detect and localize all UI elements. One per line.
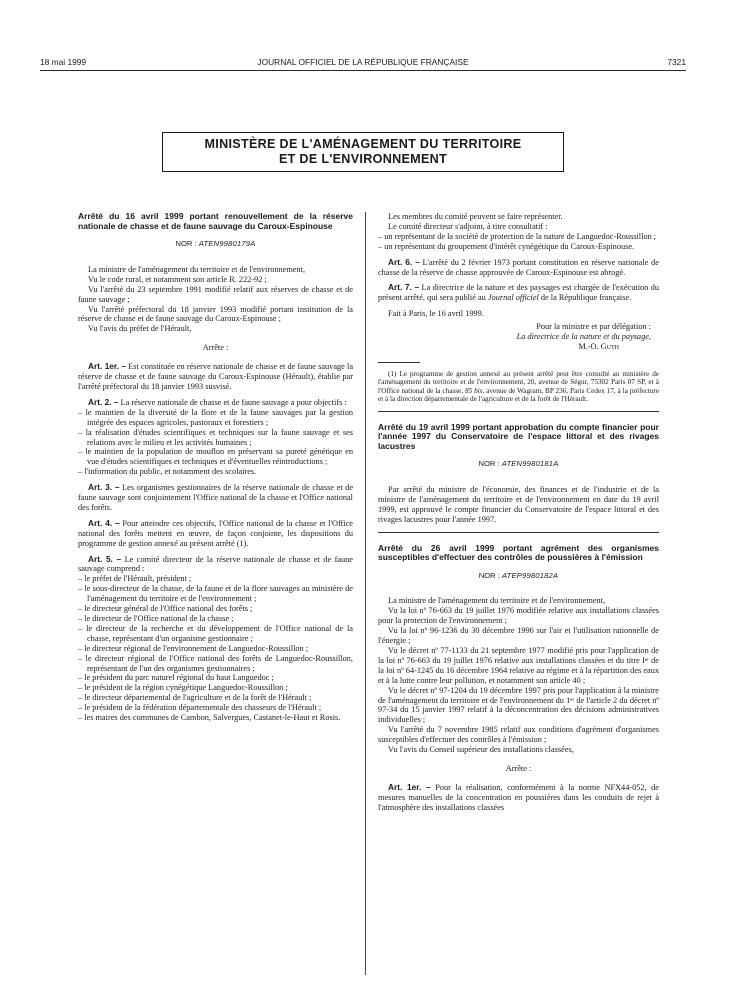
article-4 <box>78 519 353 549</box>
section-separator <box>378 532 659 533</box>
preamble-line: Vu l'arrêté du 7 novembre 1985 relatif aux conditions d'agrément d'organismes susceptibles d'effectuer des contrôles à l'émission ; <box>378 725 659 745</box>
article-text: La réserve nationale de chasse et de faune sauvage a pour objectifs : <box>120 397 347 407</box>
list-item: – le président du parc naturel régional du haut Languedoc ; <box>78 673 353 683</box>
article-1 <box>378 783 659 813</box>
left-column <box>78 212 353 723</box>
article-label: Art. 4. – <box>88 517 120 528</box>
nor-reference <box>78 239 353 249</box>
arrete-heading: Arrête : <box>505 763 532 773</box>
nor-label: NOR : <box>175 239 197 248</box>
nor-label: NOR : <box>478 459 500 468</box>
list-item: – le maintien de la population de mouflon en préservant sa pureté génétique en vue d'études scientifiques et techniques et d'éventuelles réintroductions ; <box>78 447 353 467</box>
preamble-line: La ministre de l'aménagement du territoire et de l'environnement, <box>88 264 306 274</box>
list-item: – un représentant de la société de protection de la nature de Languedoc-Roussillon ; <box>378 232 659 242</box>
nor-label: NOR : <box>478 570 500 580</box>
header-date: 18 mai 1999 <box>40 57 87 67</box>
preamble-line: Vu le décret nº 97-1204 du 19 décembre 1997 pris pour l'application à la ministre de l'aménagement du territoire et de l'environnement du 1ᵉʳ de l'article 2 du décret nº 97-34 du 15 janvier 1997 relatif à la déconcentration des décisions administratives individuelles ; <box>378 685 659 725</box>
section-separator <box>378 411 659 412</box>
list-item: – le président de la fédération départementale des chasseurs de l'Hérault ; <box>78 703 353 713</box>
preamble-line: Vu le code rural, et notamment son article R. 222-92 ; <box>88 274 267 284</box>
article-text: de la République française. <box>540 293 632 303</box>
ministry-heading-box <box>162 132 564 172</box>
ministry-heading-line1: MINISTÈRE DE L'AMÉNAGEMENT DU TERRITOIRE <box>204 137 522 151</box>
arrete-heading: Arrête : <box>202 343 229 353</box>
preamble-line: Vu l'avis du Conseil supérieur des installations classées, <box>388 745 574 755</box>
nor-code: ATEP9980182A <box>501 570 559 580</box>
consult-paragraph: Le comité directeur s'adjoint, à titre consultatif : <box>388 221 548 231</box>
article-text: Les organismes gestionnaires de la réserve nationale de chasse et de faune sauvage sont conjointement l'Office national de la chasse et l'Office national des forêts. <box>78 483 354 512</box>
footnote: (1) Le programme de gestion annexé au présent arrêté peut être consulté au ministère de l'aménagement du territoire et de l'environnement, 20, avenue de Ségur, 75302 Paris 07 SP, et à l'Office national de la chasse, 85 bis, avenue de Wagram, BP 236, Paris Cedex 17, à la préfecture et à la direction départementale de l'agriculture et de la forêt de l'Hérault. <box>378 369 660 404</box>
nor-code: ATEN9980179A <box>198 239 256 248</box>
article-label: Art. 5. – <box>88 553 122 564</box>
article-label: Art. 1er. – <box>388 781 431 792</box>
article-text: Est constituée en réserve nationale de chasse et de faune sauvage la réserve de chasse et de faune sauvage du Caroux-Espinouse (Hérault), établie par l'arrêté préfectoral du 18 janvier 1993 susvisé. <box>78 362 354 391</box>
nor-reference <box>378 459 659 469</box>
header-journal-title: JOURNAL OFFICIEL DE LA RÉPUBLIQUE FRANÇAISE <box>257 57 469 67</box>
nor-reference <box>378 571 659 581</box>
list-item: – le président de la région cynégétique Languedoc-Roussillon ; <box>78 683 353 693</box>
ministry-heading-line2: ET DE L'ENVIRONNEMENT <box>278 152 448 166</box>
preamble-line: Vu l'arrêté préfectoral du 18 janvier 1993 modifié portant institution de la réserve de chasse et de faune sauvage du Caroux-Espinouse ; <box>78 304 353 324</box>
list-item: – les maires des communes de Cambon, Salvergues, Castanet-le-Haut et Rosis. <box>78 713 353 723</box>
article-text: La directrice de la nature et des paysages est chargée de l'exécution du présent arrêté, qui sera publié au <box>378 283 659 303</box>
preamble-line: La ministre de l'aménagement du territoire et de l'environnement, <box>388 596 606 606</box>
article-2 <box>78 398 353 408</box>
article-5 <box>78 555 353 575</box>
article-text: L'arrêté du 2 février 1973 portant constitution en réserve nationale de chasse de la réserve de chasse approuvée de Caroux-Espinouse est abrogé. <box>378 257 659 277</box>
list-item: – le maintien de la diversité de la flore et de la faune sauvages par la gestion intégrée des espaces agricoles, pastoraux et forestiers ; <box>78 408 353 428</box>
article-text: Pour atteindre ces objectifs, l'Office national de la chasse et l'Office national des forêts mettent en œuvre, de façon conjointe, les dispositions du programme de gestion annexé au présent arrêté (1). <box>78 518 353 548</box>
preamble-line: Vu l'avis du préfet de l'Hérault, <box>88 324 192 334</box>
article-text: Pour la réalisation, conformément à la norme NFX44-052, de mesures manuelles de la concentration en poussières dans les conduits de rejet à l'atmosphère des installations classées <box>378 782 659 812</box>
objectives-list <box>78 408 353 477</box>
article-1 <box>78 362 353 392</box>
article-3 <box>78 483 353 513</box>
article-6 <box>378 258 659 278</box>
committee-members-list <box>78 574 353 723</box>
header-rule <box>40 70 686 71</box>
nor-code: ATEN9980181A <box>501 459 559 468</box>
list-item: – le sous-directeur de la chasse, de la faune et de la flore sauvages au ministère de l'aménagement du territoire et de l'environnement ; <box>78 584 353 604</box>
preamble-line: Vu le décret nº 77-1133 du 21 septembre 1977 modifié pris pour l'application de la loi nº 76-663 du 19 juillet 1976 relative aux installations classées et du titre Iᵉʳ de la loi nº 64-1245 du 16 décembre 1964 relative au régime et à la répartition des eaux et à la lutte contre leur pollution, et notamment son article 40 ; <box>378 645 659 685</box>
running-header <box>40 57 686 71</box>
article-label: Art. 7. – <box>388 282 420 293</box>
list-item: – le directeur régional de l'environnement de Languedoc-Roussillon ; <box>78 644 353 654</box>
decree-body: Par arrêté du ministre de l'économie, des finances et de l'industrie et de la ministre de l'aménagement du territoire et de l'environnement en date du 19 avril 1999, est approuvé le compte financier du Conservatoire de l'espace littoral et des rivages lacustres pour l'année 1997. <box>378 484 659 524</box>
list-item: – l'information du public, et notamment des scolaires. <box>78 467 353 477</box>
list-item: – la réalisation d'études scientifiques et techniques sur la faune sauvage et ses relations avec le milieu et les activités humaines ; <box>78 428 353 448</box>
decree-title: Arrêté du 16 avril 1999 portant renouvellement de la réserve nationale de chasse et de faune sauvage du Caroux-Espinouse <box>78 211 353 231</box>
article-label: Art. 3. – <box>88 482 120 493</box>
article-label: Art. 6. – <box>388 256 420 267</box>
consultative-list <box>378 232 659 252</box>
article-7 <box>378 283 659 303</box>
journal-reference: Journal officiel <box>487 293 539 303</box>
list-item: – le directeur général de l'Office national des forêts ; <box>78 604 353 614</box>
preamble-line: Vu l'arrêté du 23 septembre 1991 modifié relatif aux réserves de chasse et de faune sauvage ; <box>78 284 353 304</box>
preamble-line: Vu la loi nº 76-663 du 19 juillet 1976 modifiée relative aux installations classées pour la protection de l'environnement ; <box>378 606 659 626</box>
article-text: Le comité directeur de la réserve nationale de chasse et de faune sauvage comprend : <box>78 554 353 574</box>
signature-line: Pour la ministre et par délégation : <box>536 322 651 332</box>
signature-title: La directrice de la nature et du paysage, <box>516 332 651 342</box>
decree-title: Arrêté du 26 avril 1999 portant agrément des organismes susceptibles d'effectuer des contrôles de poussières à l'émission <box>378 542 659 563</box>
list-item: – le directeur de l'Office national de la chasse ; <box>78 614 353 624</box>
list-item: – le directeur de la recherche et du développement de l'Office national de la chasse, représentant d'un organisme gestionnaire ; <box>78 624 353 644</box>
done-at-line: Fait à Paris, le 16 avril 1999. <box>388 309 484 319</box>
list-item: – un représentant du groupement d'intérêt cynégétique du Caroux-Espinouse. <box>378 242 659 252</box>
right-column <box>378 212 659 813</box>
decree-title: Arrêté du 19 avril 1999 portant approbation du compte financier pour l'année 1997 du Conservatoire de l'espace littoral et des rivages lacustres <box>378 421 659 451</box>
signatory-name: M.-O. Guth <box>578 341 619 351</box>
header-page-number: 7321 <box>667 57 686 67</box>
list-item: – le directeur régional de l'Office national des forêts de Languedoc-Roussillon, représentant de l'un des organismes gestionnaires ; <box>78 654 353 674</box>
column-divider <box>365 212 366 975</box>
article-label: Art. 2. – <box>88 396 119 407</box>
footnote-rule <box>378 362 420 363</box>
preamble-line: Vu la loi nº 96-1236 du 30 décembre 1996 sur l'air et l'utilisation rationnelle de l'énergie ; <box>378 626 659 646</box>
list-item: – le préfet de l'Hérault, président ; <box>78 574 353 584</box>
members-paragraph: Les membres du comité peuvent se faire représenter. <box>388 212 563 221</box>
list-item: – le directeur départemental de l'agriculture et de la forêt de l'Hérault ; <box>78 693 353 703</box>
article-label: Art. 1er. – <box>88 361 127 372</box>
